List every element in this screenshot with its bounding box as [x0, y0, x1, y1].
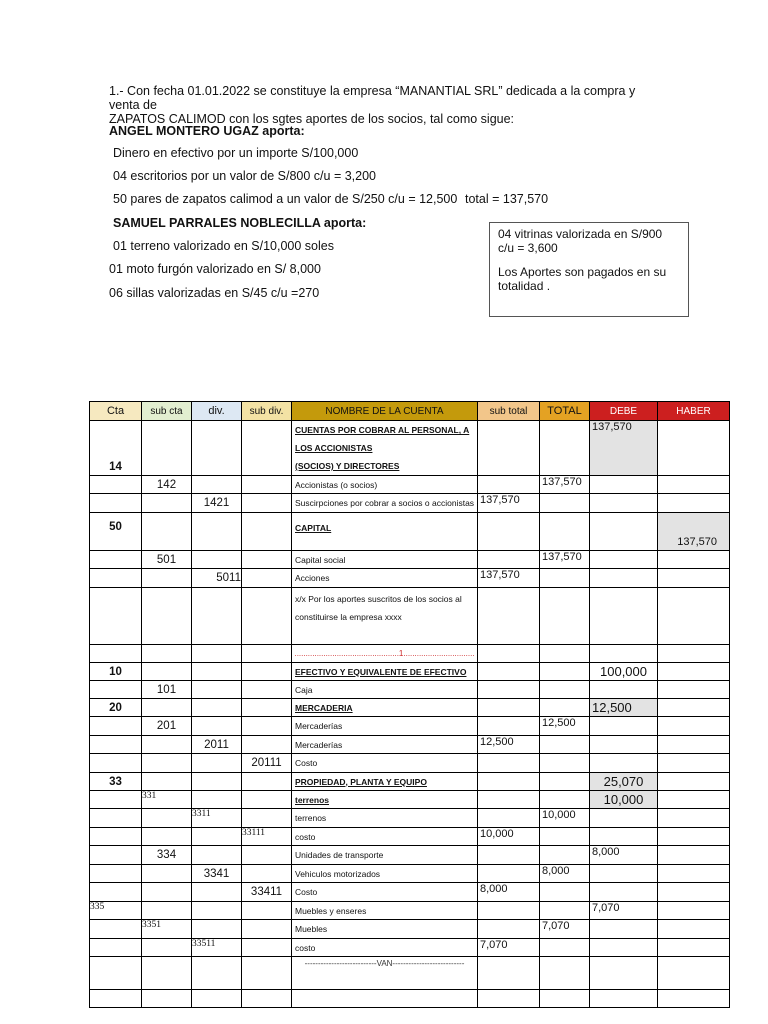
cell-subtotal: 12,500 — [478, 736, 540, 754]
header-account-name: NOMBRE DE LA CUENTA — [292, 402, 478, 421]
header-subtotal: sub total — [478, 402, 540, 421]
table-row — [90, 681, 730, 699]
cell-debe: 7,070 — [590, 902, 658, 920]
cell-sub-div: 33111 — [242, 828, 292, 846]
cell-gloss — [292, 588, 478, 645]
entry-separator: ...............................................1................................ — [292, 645, 478, 663]
cell-debe: 8,000 — [590, 846, 658, 865]
cell-sub-div: 20111 — [242, 754, 292, 773]
table-row — [90, 846, 730, 865]
header-cta: Cta — [90, 402, 142, 421]
header-debe: DEBE — [590, 402, 658, 421]
gloss-line: constituirse la empresa xxxx — [295, 612, 402, 622]
cell-account-name: Costo — [292, 883, 478, 902]
cell-div: 2011 — [192, 736, 242, 754]
statement-line-2: ZAPATOS CALIMOD con los sgtes aportes de los socios, tal como sigue: — [109, 112, 515, 126]
cell-debe: 100,000 — [590, 663, 658, 681]
table-row — [90, 551, 730, 569]
cell-subtotal: 8,000 — [478, 883, 540, 902]
van-separator: ---------------------------VAN--------------------------- — [292, 957, 478, 990]
cell-account-name: MERCADERIA — [292, 699, 478, 717]
partner2-item-moto: 01 moto furgón valorizado en S/ 8,000 — [109, 262, 321, 276]
cell-account-name: Costo — [292, 754, 478, 773]
statement-line-1: 1.- Con fecha 01.01.2022 se constituye la empresa “MANANTIAL SRL” dedicada a la compra y venta de — [109, 84, 636, 112]
cell-sub-cta: 101 — [142, 681, 192, 699]
cell-subtotal: 7,070 — [478, 939, 540, 957]
cell-sub-div: 33411 — [242, 883, 292, 902]
table-row — [90, 476, 730, 494]
partner1-item-cash: Dinero en efectivo por un importe S/100,000 — [113, 146, 359, 160]
table-row — [90, 791, 730, 809]
partner2-item-land: 01 terreno valorizado en S/10,000 soles — [113, 239, 334, 253]
cell-haber: 137,570 — [658, 513, 730, 551]
account-name-line: CUENTAS POR COBRAR AL PERSONAL, A LOS ACCIONISTAS — [295, 425, 470, 453]
partner2-item-chairs: 06 sillas valorizadas en S/45 c/u =270 — [109, 286, 320, 300]
table-row — [90, 920, 730, 939]
cell-sub-cta: 3351 — [142, 920, 192, 939]
cell-debe: 12,500 — [590, 699, 658, 717]
table-row — [90, 421, 730, 476]
table-row — [90, 773, 730, 791]
gloss-line: x/x Por los aportes suscritos de los socios al — [295, 594, 462, 604]
cell-div: 3311 — [192, 809, 242, 828]
cell-sub-cta: 142 — [142, 476, 192, 494]
table-row — [90, 883, 730, 902]
table-row — [90, 588, 730, 645]
cell-account-name: terrenos — [292, 809, 478, 828]
cell-subtotal: 10,000 — [478, 828, 540, 846]
cell-account-name: Muebles — [292, 920, 478, 939]
table-row — [90, 699, 730, 717]
cell-account-name: EFECTIVO Y EQUIVALENTE DE EFECTIVO — [292, 663, 478, 681]
table-row — [90, 736, 730, 754]
partner2-heading: SAMUEL PARRALES NOBLECILLA aporta: — [113, 216, 367, 230]
cell-total: 10,000 — [540, 809, 590, 828]
cell-cta: 14 — [90, 421, 142, 476]
cell-total: 137,570 — [540, 551, 590, 569]
cell-cta: 335 — [90, 902, 142, 920]
cell-debe: 25,070 — [590, 773, 658, 791]
header-sub-cta: sub cta — [142, 402, 192, 421]
header-sub-div: sub div. — [242, 402, 292, 421]
cell-subtotal: 137,570 — [478, 494, 540, 513]
table-row — [90, 717, 730, 736]
cell-sub-cta: 201 — [142, 717, 192, 736]
table-header-row — [90, 402, 730, 421]
cell-account-name: Mercaderías — [292, 717, 478, 736]
table-row — [90, 939, 730, 957]
table-row — [90, 513, 730, 551]
cell-sub-cta: 331 — [142, 791, 192, 809]
table-row — [90, 957, 730, 990]
cell-div: 1421 — [192, 494, 242, 513]
account-name-line: (SOCIOS) Y DIRECTORES — [295, 461, 400, 471]
table-row — [90, 865, 730, 883]
header-div: div. — [192, 402, 242, 421]
cell-cta: 33 — [90, 773, 142, 791]
table-row — [90, 828, 730, 846]
table-row — [90, 569, 730, 588]
cell-total: 8,000 — [540, 865, 590, 883]
cell-total: 12,500 — [540, 717, 590, 736]
table-row — [90, 494, 730, 513]
note-box — [489, 222, 689, 317]
table-row — [90, 990, 730, 1008]
cell-account-name: Acciones — [292, 569, 478, 588]
cell-debe: 137,570 — [590, 421, 658, 476]
cell-debe: 10,000 — [590, 791, 658, 809]
exercise-statement — [109, 84, 669, 126]
cell-account-name: Vehiculos motorizados — [292, 865, 478, 883]
cell-subtotal: 137,570 — [478, 569, 540, 588]
cell-div: 3341 — [192, 865, 242, 883]
table-row — [90, 645, 730, 663]
cell-div: 33511 — [192, 939, 242, 957]
cell-div: 5011 — [192, 569, 242, 588]
cell-account-name: Muebles y enseres — [292, 902, 478, 920]
cell-account-name — [292, 421, 478, 476]
cell-account-name: terrenos — [292, 791, 478, 809]
partner1-item-desks: 04 escritorios por un valor de S/800 c/u = 3,200 — [113, 169, 377, 183]
cell-account-name: CAPITAL — [292, 513, 478, 551]
partner1-total: total = 137,570 — [465, 192, 549, 206]
partner1-item-shoes: 50 pares de zapatos calimod a un valor de S/250 c/u = 12,500 — [113, 192, 458, 206]
cell-cta: 50 — [90, 513, 142, 551]
partner1-heading: ANGEL MONTERO UGAZ aporta: — [109, 124, 305, 138]
cell-sub-cta: 334 — [142, 846, 192, 865]
table-row — [90, 809, 730, 828]
note-paid: Los Aportes son pagados en su totalidad . — [498, 265, 667, 293]
cell-account-name: Caja — [292, 681, 478, 699]
table-row — [90, 663, 730, 681]
journal-entry-table — [89, 401, 730, 1008]
table-row — [90, 902, 730, 920]
table-row — [90, 754, 730, 773]
note-vitrinas: 04 vitrinas valorizada en S/900 c/u = 3,600 — [498, 227, 663, 255]
cell-account-name: costo — [292, 828, 478, 846]
cell-account-name: Unidades de transporte — [292, 846, 478, 865]
cell-cta: 20 — [90, 699, 142, 717]
cell-account-name: Mercaderías — [292, 736, 478, 754]
cell-cta: 10 — [90, 663, 142, 681]
cell-account-name: Capital social — [292, 551, 478, 569]
cell-account-name: costo — [292, 939, 478, 957]
header-haber: HABER — [658, 402, 730, 421]
cell-account-name: Accionistas (o socios) — [292, 476, 478, 494]
cell-account-name: PROPIEDAD, PLANTA Y EQUIPO — [292, 773, 478, 791]
header-total: TOTAL — [540, 402, 590, 421]
cell-total: 7,070 — [540, 920, 590, 939]
cell-total: 137,570 — [540, 476, 590, 494]
cell-account-name: Suscirpciones por cobrar a socios o accionistas — [292, 494, 478, 513]
cell-sub-cta: 501 — [142, 551, 192, 569]
